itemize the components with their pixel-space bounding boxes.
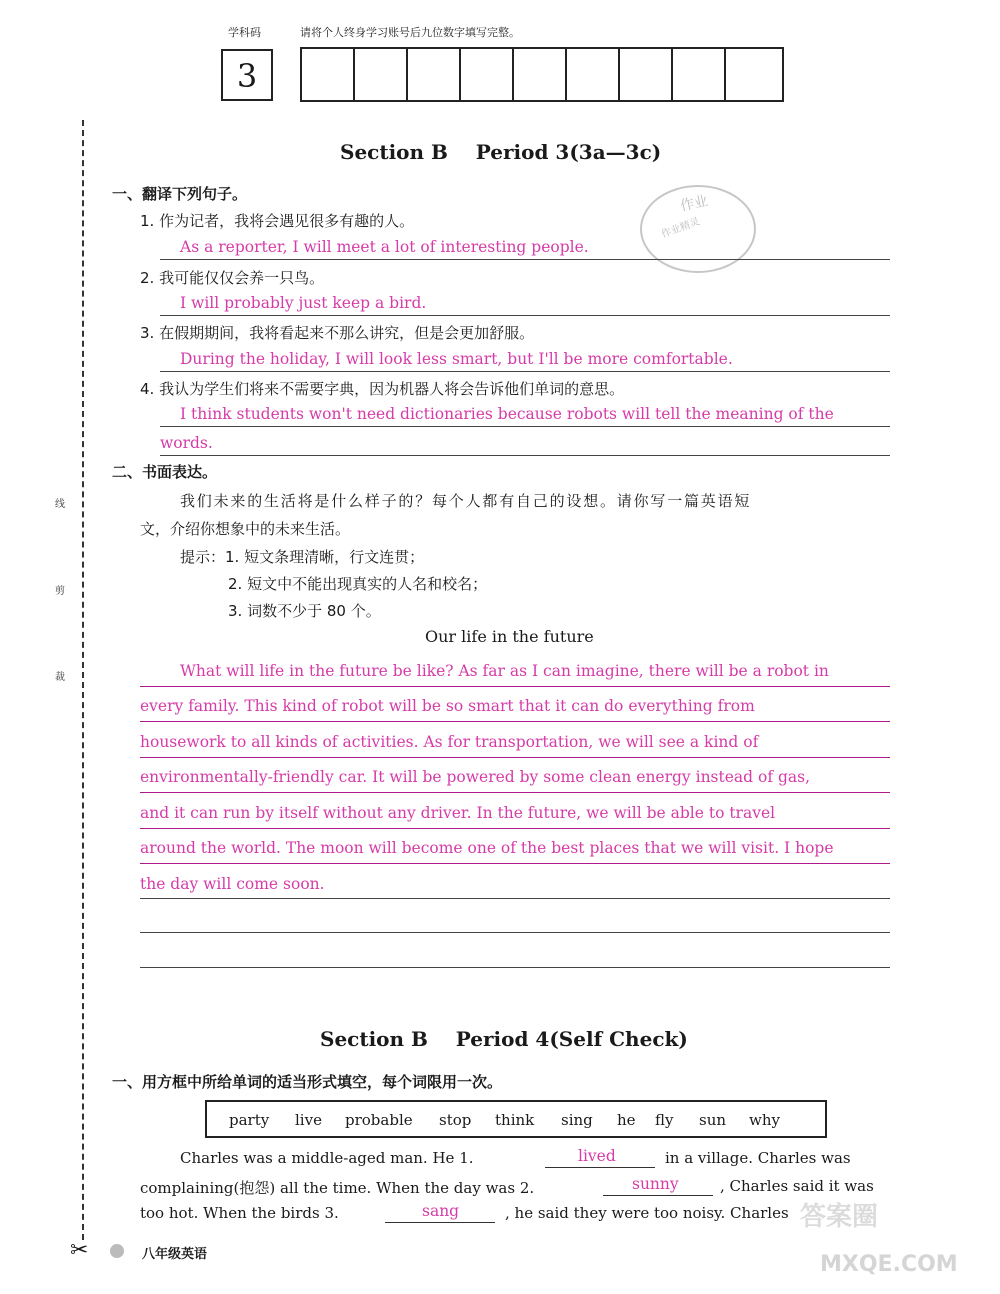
essay-rule <box>140 898 890 899</box>
word-item: party <box>229 1111 270 1129</box>
blank-answer: sunny <box>632 1175 679 1193</box>
digit-cell[interactable] <box>408 49 461 100</box>
cut-line <box>82 120 84 1240</box>
digit-cell[interactable] <box>355 49 408 100</box>
essay-line: and it can run by itself without any driver. In the future, we will be able to travel <box>140 804 776 822</box>
answer-line <box>160 455 890 456</box>
part-heading: 二、书面表达。 <box>112 463 218 481</box>
passage-line: , Charles said it was <box>720 1177 874 1195</box>
sentence-cn: 3. 在假期期间，我将看起来不那么讲究，但是会更加舒服。 <box>140 324 535 342</box>
word-item: stop <box>439 1111 472 1129</box>
word-item: he <box>617 1111 636 1129</box>
digit-cell[interactable] <box>302 49 355 100</box>
answer-text: words. <box>160 434 213 452</box>
essay-rule <box>140 792 890 793</box>
digit-cell[interactable] <box>726 49 782 100</box>
subject-code-value: 3 <box>236 57 258 95</box>
passage-line: in a village. Charles was <box>665 1149 851 1167</box>
subject-code-box <box>221 49 273 101</box>
blank-answer: sang <box>422 1202 460 1220</box>
part-heading: 一、用方框中所给单词的适当形式填空，每个词限用一次。 <box>112 1073 503 1091</box>
passage-line: complaining(抱怨) all the time. When the day was 2. <box>140 1179 535 1197</box>
answer-text: I will probably just keep a bird. <box>180 294 427 312</box>
subject-code-label: 学科码 <box>228 26 261 39</box>
tip-text: 提示：1. 短文条理清晰，行文连贯； <box>180 548 425 566</box>
answer-line <box>160 426 890 427</box>
digit-cell[interactable] <box>461 49 514 100</box>
logo-watermark: 答案圈 <box>800 1202 879 1232</box>
scissors-icon: ✂ <box>70 1238 89 1263</box>
essay-rule <box>140 721 890 722</box>
account-instruction: 请将个人终身学习账号后九位数字填写完整。 <box>300 26 520 39</box>
essay-rule <box>140 828 890 829</box>
essay-line: the day will come soon. <box>140 875 325 893</box>
answer-text: During the holiday, I will look less smart, but I'll be more comfortable. <box>180 350 733 368</box>
part-heading: 一、翻译下列句子。 <box>112 185 248 203</box>
answer-line <box>160 371 890 372</box>
footer-bullet <box>110 1244 124 1258</box>
answer-line <box>160 315 890 316</box>
prompt-text: 我们未来的生活将是什么样子的？每个人都有自己的设想。请你写一篇英语短 <box>180 492 752 510</box>
essay-line: environmentally-friendly car. It will be powered by some clean energy instead of gas, <box>140 768 811 786</box>
blank-1[interactable] <box>545 1167 655 1168</box>
word-item: sun <box>699 1111 727 1129</box>
sentence-cn: 4. 我认为学生们将来不需要字典，因为机器人将会告诉他们单词的意思。 <box>140 380 625 398</box>
passage-line: too hot. When the birds 3. <box>140 1204 339 1222</box>
cut-mark: 线 <box>55 499 65 510</box>
tip-text: 2. 短文中不能出现真实的人名和校名； <box>228 575 488 593</box>
digit-cell[interactable] <box>514 49 567 100</box>
prompt-text: 文，介绍你想象中的未来生活。 <box>140 520 351 538</box>
site-watermark: MXQE.COM <box>820 1252 958 1277</box>
section-title: Section B Period 4(Self Check) <box>320 1027 688 1051</box>
essay-line: What will life in the future be like? As far as I can imagine, there will be a robot in <box>180 662 829 680</box>
stamp-watermark: 作业 作业精灵 <box>640 185 756 273</box>
cut-mark: 剪 <box>55 586 65 597</box>
word-item: sing <box>561 1111 593 1129</box>
blank-answer: lived <box>578 1147 616 1165</box>
word-item: why <box>749 1111 780 1129</box>
blank-3[interactable] <box>385 1222 495 1223</box>
essay-line: around the world. The moon will become one of the best places that we will visit. I hope <box>140 839 834 857</box>
digit-cell[interactable] <box>620 49 673 100</box>
word-item: probable <box>345 1111 413 1129</box>
sentence-cn: 2. 我可能仅仅会养一只鸟。 <box>140 269 325 287</box>
answer-text: As a reporter, I will meet a lot of interesting people. <box>180 238 589 256</box>
essay-rule <box>140 686 890 687</box>
sentence-cn: 1. 作为记者，我将会遇见很多有趣的人。 <box>140 212 415 230</box>
cut-mark: 裁 <box>55 672 65 683</box>
account-number-boxes[interactable] <box>300 47 784 102</box>
essay-rule <box>140 967 890 968</box>
essay-rule <box>140 863 890 864</box>
word-item: think <box>495 1111 535 1129</box>
essay-line: every family. This kind of robot will be so smart that it can do everything from <box>140 697 755 715</box>
answer-text: I think students won't need dictionaries because robots will tell the meaning of the <box>180 405 834 423</box>
essay-rule <box>140 932 890 933</box>
tip-text: 3. 词数不少于 80 个。 <box>228 602 381 620</box>
essay-title: Our life in the future <box>425 627 594 646</box>
passage-line: , he said they were too noisy. Charles <box>505 1204 789 1222</box>
section-title: Section B Period 3(3a—3c) <box>340 140 662 164</box>
digit-cell[interactable] <box>673 49 726 100</box>
footer-label: 八年级英语 <box>142 1247 208 1262</box>
essay-line: housework to all kinds of activities. As for transportation, we will see a kind of <box>140 733 759 751</box>
passage-line: Charles was a middle-aged man. He 1. <box>180 1149 474 1167</box>
word-item: live <box>295 1111 322 1129</box>
digit-cell[interactable] <box>567 49 620 100</box>
essay-rule <box>140 757 890 758</box>
blank-2[interactable] <box>603 1195 713 1196</box>
answer-line <box>160 259 890 260</box>
word-box <box>205 1100 827 1138</box>
word-item: fly <box>655 1111 674 1129</box>
